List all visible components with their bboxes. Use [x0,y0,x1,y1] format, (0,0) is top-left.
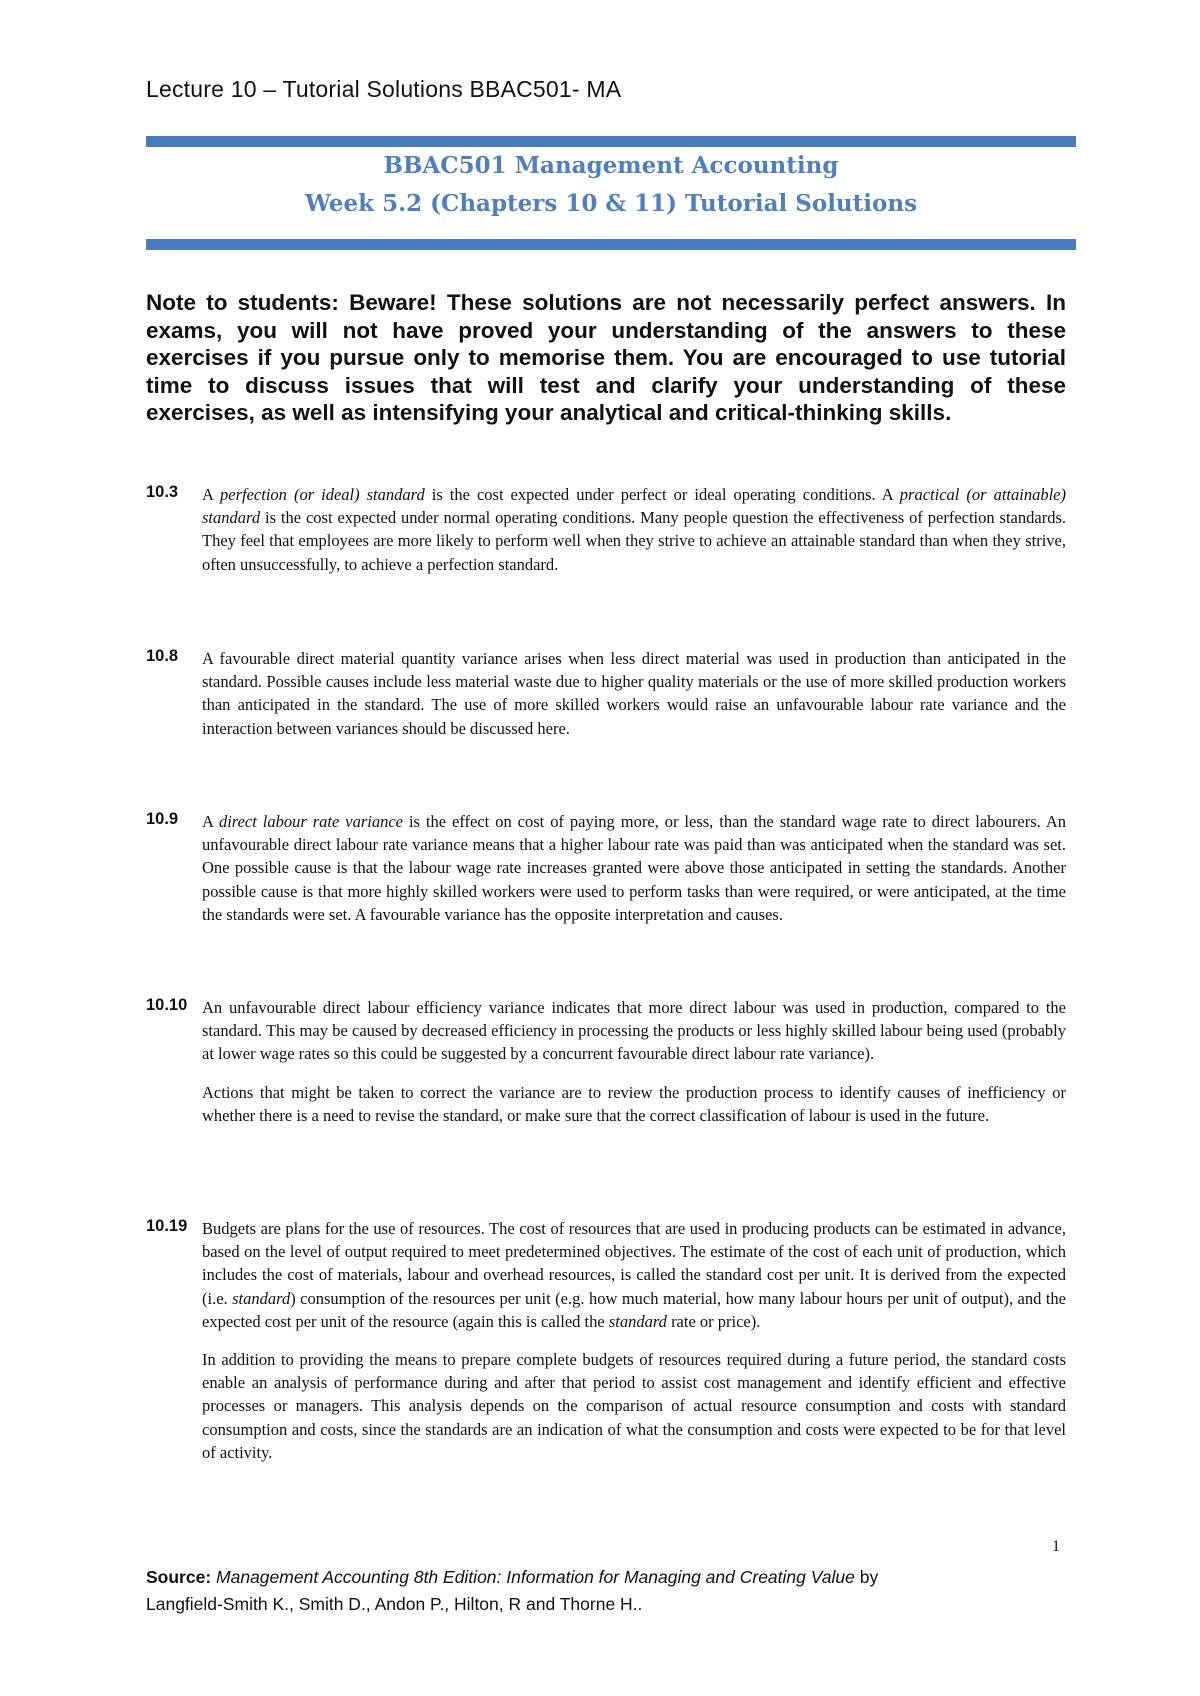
answer-10-9 [146,810,1066,941]
source-by: by [854,1567,879,1587]
answer-text: A perfection (or ideal) standard is the cost expected under perfect or ideal operating conditions. A practical (or attainable) standard is the cost expected under normal operating conditions. Many people question the effectiveness of perfection standards. They feel that employees are more likely to perform well when they strive to achieve an attainable standard than when they strive, often unsuccessfully, to achieve a perfection standard. [202,485,1066,574]
answer-10-10 [146,996,1066,1142]
course-title: BBAC501 Management Accounting [383,152,839,179]
answer-text: An unfavourable direct labour efficiency variance indicates that more direct labour was used in production, compared to the standard. This may be caused by decreased efficiency in processing the products or less highly skilled labour being used (probably at lower wage rates so this could be suggested by a concurrent favourable direct labour rate variance). Actions that might be taken to correct the variance are to review the production process to identify causes of inefficiency or whether there is a need to revise the standard, or make sure that the correct classification of labour is used in the future. [202,998,1066,1125]
question-number: 10.3 [146,483,179,501]
answer-10-8 [146,647,1066,755]
question-number: 10.8 [146,647,179,665]
question-number: 10.19 [146,1217,188,1235]
answer-10-19 [146,1217,1066,1479]
source-footer [146,1564,1086,1618]
source-title: Management Accounting 8th Edition: Information for Managing and Creating Value [216,1567,855,1587]
source-authors: Langfield-Smith K., Smith D., Andon P., Hilton, R and Thorne H.. [146,1594,643,1614]
source-label: Source: [146,1567,212,1587]
question-number: 10.9 [146,810,179,828]
title-bottom-rule [146,239,1076,250]
page-number: 1 [1052,1538,1060,1555]
page-header: Lecture 10 – Tutorial Solutions BBAC501- MA [146,76,622,102]
note-to-students: Note to students: Beware! These solutions are not necessarily perfect answers. In exams, you will not have proved your understanding of the answers to these exercises if you pursue only to memorise them. You are encouraged to use tutorial time to discuss issues that will test and clarify your understanding of these exercises, as well as intensifying your analytical and critical-thinking skills. [146,290,1066,425]
week-title: Week 5.2 (Chapters 10 & 11) Tutorial Solutions [304,190,918,217]
question-number: 10.10 [146,996,188,1014]
answer-text: A direct labour rate variance is the effect on cost of paying more, or less, than the standard wage rate to direct labourers. An unfavourable direct labour rate variance means that a higher labour rate was paid than was anticipated when the standard was set. One possible cause is that the labour wage rate increases granted were above those anticipated in setting the standards. Another possible cause is that more highly skilled workers were used to perform tasks than were required, or were anticipated, at the time the standards were set. A favourable variance has the opposite interpretation and causes. [202,812,1067,924]
answer-text: A favourable direct material quantity variance arises when less direct material was used in production than anticipated in the standard. Possible causes include less material waste due to higher quality materials or the use of more skilled production workers than anticipated in the standard. The use of more skilled workers would raise an unfavourable labour rate variance and the interaction between variances should be discussed here. [202,649,1066,738]
answer-10-3 [146,483,1066,591]
answer-text: Budgets are plans for the use of resources. The cost of resources that are used in producing products can be estimated in advance, based on the level of output required to meet predetermined objectives. The estimate of the cost of each unit of production, which includes the cost of materials, labour and overhead resources, is called the standard cost per unit. It is derived from the expected (i.e. standard) consumption of the resources per unit (e.g. how much material, how many labour hours per unit of output), and the expected cost per unit of the resource (again this is called the standard rate or price). In addition to providing the means to prepare complete budgets of resources required during a future period, the standard costs enable an analysis of performance during and after that period to assist cost management and identify efficient and effective processes or managers. This analysis depends on the comparison of actual resource consumption and costs with standard consumption and costs, since the standards are an indication of what the consumption and costs were expected to be for that level of activity. [202,1219,1066,1462]
title-top-rule [146,136,1076,147]
